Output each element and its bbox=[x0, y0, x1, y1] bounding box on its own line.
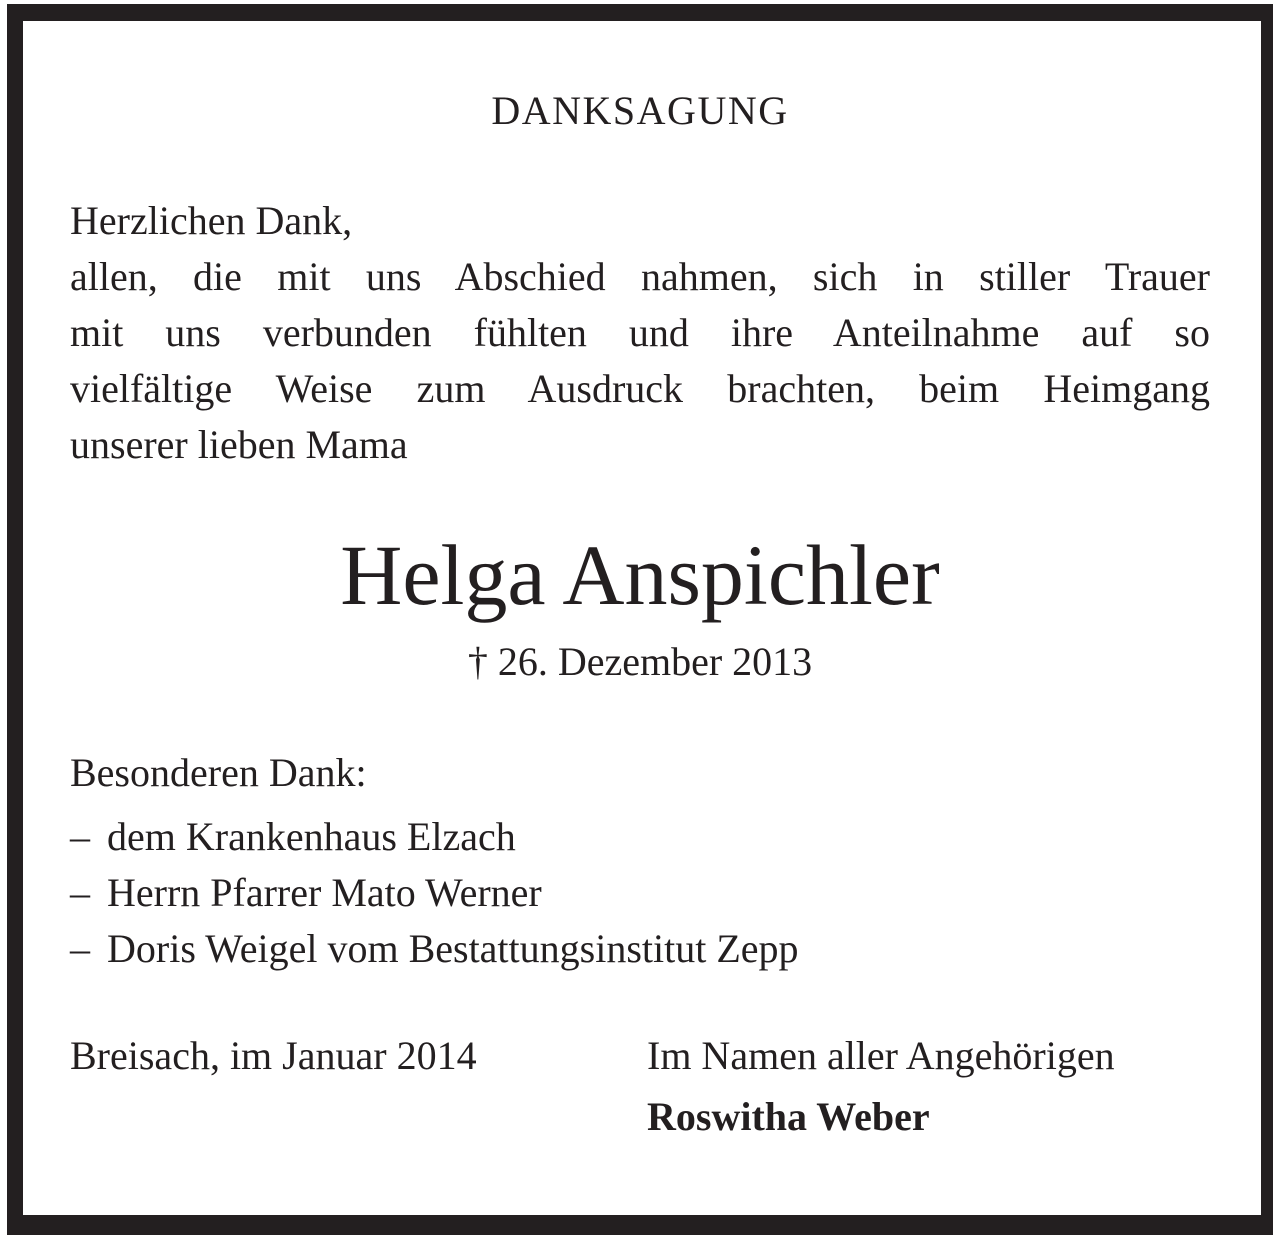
thanks-item-text: Herrn Pfarrer Mato Werner bbox=[107, 870, 542, 915]
dash-bullet: – bbox=[70, 814, 90, 859]
intro-line: vielfältige Weise zum Ausdruck brachten, beim Heimgang bbox=[70, 366, 1210, 411]
notice-heading: DANKSAGUNG bbox=[491, 88, 789, 133]
deceased-name: Helga Anspichler bbox=[340, 527, 940, 623]
intro-text bbox=[70, 193, 1210, 473]
list-item bbox=[70, 865, 799, 921]
dash-bullet: – bbox=[70, 926, 90, 971]
death-date: † 26. Dezember 2013 bbox=[467, 639, 813, 684]
special-thanks-list bbox=[70, 809, 799, 977]
list-item bbox=[70, 809, 799, 865]
intro-line: mit uns verbunden fühlten und ihre Anteilnahme auf so bbox=[70, 310, 1210, 355]
thanks-item-text: Doris Weigel vom Bestattungsinstitut Zepp bbox=[107, 926, 799, 971]
place-and-date: Breisach, im Januar 2014 bbox=[70, 1033, 477, 1078]
dash-bullet: – bbox=[70, 870, 90, 915]
intro-line: allen, die mit uns Abschied nahmen, sich in stiller Trauer bbox=[70, 254, 1210, 299]
signer-name: Roswitha Weber bbox=[647, 1094, 930, 1139]
intro-line: unserer lieben Mama bbox=[70, 422, 408, 467]
special-thanks-title: Besonderen Dank: bbox=[70, 750, 367, 795]
list-item bbox=[70, 921, 799, 977]
intro-line: Herzlichen Dank, bbox=[70, 198, 353, 243]
thanks-item-text: dem Krankenhaus Elzach bbox=[107, 814, 516, 859]
on-behalf-line: Im Namen aller Angehörigen bbox=[647, 1033, 1115, 1078]
